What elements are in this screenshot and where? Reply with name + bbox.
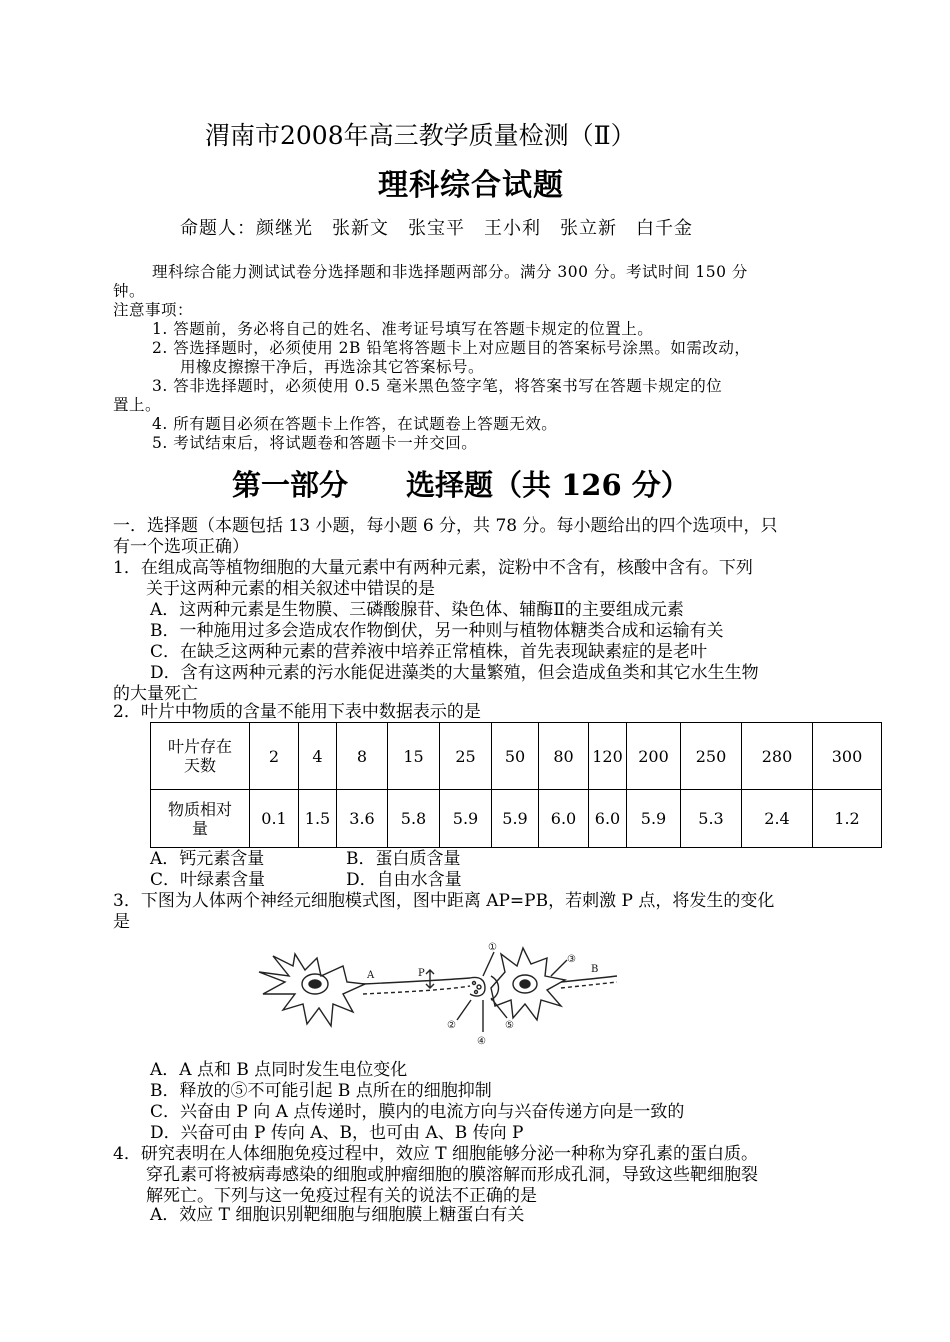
notice-item-3-cont: 置上。: [113, 396, 162, 414]
section-intro-line-1: 一．选择题（本题包括 13 小题，每小题 6 分，共 78 分。每小题给出的四个选项中，只: [113, 516, 778, 536]
q2-option-c: C．叶绿素含量: [150, 870, 266, 890]
q4-stem-2: 穿孔素可将被病毒感染的细胞或肿瘤细胞的膜溶解而形成孔洞，导致这些靶细胞裂: [146, 1165, 758, 1185]
subject-title: 理科综合试题: [378, 168, 564, 203]
q2-option-d: D．自由水含量: [346, 870, 462, 890]
table-cell: 15: [388, 723, 440, 790]
label-b: B: [591, 964, 599, 975]
q3-stem-1: 3．下图为人体两个神经元细胞模式图，图中距离 AP=PB，若刺激 P 点，将发生的变化: [113, 891, 775, 911]
section-intro-line-2: 有一个选项正确）: [113, 537, 249, 557]
intro-line-1: 理科综合能力测试试卷分选择题和非选择题两部分。满分 300 分。考试时间 150 分: [152, 263, 748, 281]
notice-item-2-cont: 用橡皮擦擦干净后，再选涂其它答案标号。: [180, 358, 485, 376]
table-cell: 80: [539, 723, 589, 790]
table-cell: 2: [250, 723, 299, 790]
table-cell: 0.1: [250, 790, 299, 848]
q3-option-b: B．释放的⑤不可能引起 B 点所在的细胞抑制: [150, 1081, 492, 1101]
table-cell: 3.6: [337, 790, 388, 848]
table-cell: 200: [627, 723, 681, 790]
label-a: A: [367, 970, 375, 981]
table-row: [151, 790, 882, 848]
table-cell: 6.0: [539, 790, 589, 848]
intro-line-2: 钟。: [113, 282, 146, 300]
table-row: [151, 723, 882, 790]
table-cell: 25: [440, 723, 492, 790]
table-cell: 1.5: [299, 790, 337, 848]
q1-stem-2: 关于这两种元素的相关叙述中错误的是: [146, 579, 435, 599]
table-cell: 4: [299, 723, 337, 790]
q1-option-d: D．含有这两种元素的污水能促进藻类的大量繁殖，但会造成鱼类和其它水生生物: [150, 663, 759, 683]
q4-stem-1: 4．研究表明在人体细胞免疫过程中，效应 T 细胞能够分泌一种称为穿孔素的蛋白质。: [113, 1144, 758, 1164]
exam-title: 渭南市2008年高三教学质量检测（Ⅱ）: [205, 121, 636, 150]
q2-option-b: B．蛋白质含量: [346, 849, 461, 869]
q3-stem-2: 是: [113, 912, 130, 932]
q3-option-d: D．兴奋可由 P 传向 A、B，也可由 A、B 传向 P: [150, 1123, 524, 1143]
notice-item-5: 5. 考试结束后，将试题卷和答题卡一并交回。: [152, 434, 478, 452]
table-header-days: 叶片存在 天数: [151, 723, 250, 790]
label-circle-5: ⑤: [505, 1020, 514, 1031]
neuron-diagram: [255, 936, 620, 1048]
q1-option-a: A．这两种元素是生物膜、三磷酸腺苷、染色体、辅酶Ⅱ的主要组成元素: [150, 600, 684, 620]
notice-title: 注意事项：: [113, 301, 194, 319]
q4-option-a: A．效应 T 细胞识别靶细胞与细胞膜上糖蛋白有关: [150, 1205, 525, 1225]
q3-option-a: A．A 点和 B 点同时发生电位变化: [150, 1060, 408, 1080]
notice-item-4: 4. 所有题目必须在答题卡上作答，在试题卷上答题无效。: [152, 415, 558, 433]
table-cell: 5.8: [388, 790, 440, 848]
leaf-data-table: [150, 722, 882, 848]
table-cell: 5.9: [492, 790, 539, 848]
table-cell: 280: [742, 723, 813, 790]
table-cell: 120: [589, 723, 627, 790]
q1-option-c: C．在缺乏这两种元素的营养液中培养正常植株，首先表现缺素症的是老叶: [150, 642, 708, 662]
q1-option-b: B．一种施用过多会造成农作物倒伏，另一种则与植物体糖类合成和运输有关: [150, 621, 724, 641]
table-cell: 2.4: [742, 790, 813, 848]
q2-option-a: A．钙元素含量: [150, 849, 265, 869]
table-header-amount: 物质相对 量: [151, 790, 250, 848]
table-cell: 5.3: [681, 790, 742, 848]
table-cell: 6.0: [589, 790, 627, 848]
table-cell: 1.2: [813, 790, 882, 848]
table-cell: 300: [813, 723, 882, 790]
table-cell: 250: [681, 723, 742, 790]
notice-item-3: 3. 答非选择题时，必须使用 0.5 毫米黑色签字笔，将答案书写在答题卡规定的位: [152, 377, 723, 395]
part-one-title: 第一部分 选择题（共 126 分）: [232, 468, 690, 502]
q2-stem: 2．叶片中物质的含量不能用下表中数据表示的是: [113, 702, 481, 722]
table-cell: 8: [337, 723, 388, 790]
q4-stem-3: 解死亡。下列与这一免疫过程有关的说法不正确的是: [146, 1186, 537, 1206]
q1-stem-1: 1．在组成高等植物细胞的大量元素中有两种元素，淀粉中不含有，核酸中含有。下列: [113, 558, 753, 578]
authors-line: 命题人：颜继光 张新文 张宝平 王小利 张立新 白千金: [180, 218, 693, 239]
label-circle-4: ④: [477, 1036, 486, 1047]
label-circle-1: ①: [488, 942, 497, 953]
q3-option-c: C．兴奋由 P 向 A 点传递时，膜内的电流方向与兴奋传递方向是一致的: [150, 1102, 685, 1122]
q1-option-d-cont: 的大量死亡: [113, 684, 198, 704]
table-cell: 5.9: [440, 790, 492, 848]
table-cell: 50: [492, 723, 539, 790]
notice-item-1: 1. 答题前，务必将自己的姓名、准考证号填写在答题卡规定的位置上。: [152, 320, 654, 338]
table-cell: 5.9: [627, 790, 681, 848]
notice-item-2: 2. 答选择题时，必须使用 2B 铅笔将答题卡上对应题目的答案标号涂黑。如需改动，: [152, 339, 751, 357]
label-circle-3: ③: [567, 954, 576, 965]
label-p: P: [418, 968, 425, 979]
label-circle-2: ②: [447, 1020, 456, 1031]
